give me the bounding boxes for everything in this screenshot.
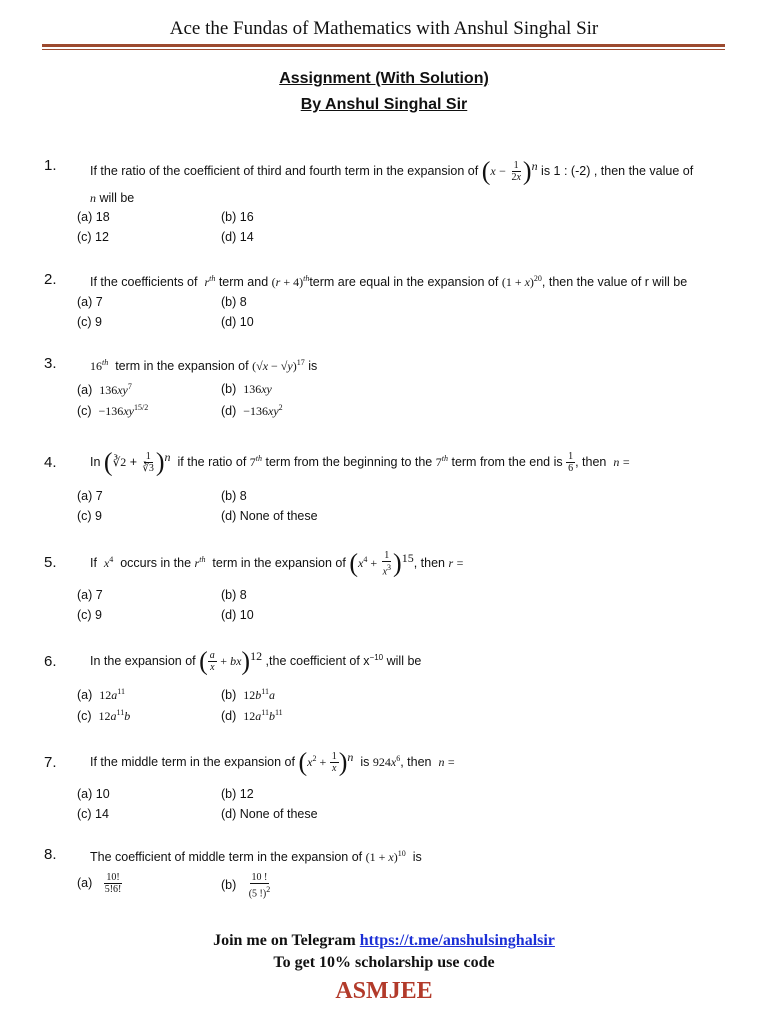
option-a: (a) 18 [77, 210, 110, 224]
option-a: (a) 7 [77, 588, 103, 602]
math-expression: ($x^2$ + $\frac{1}{x}$ )$^n$ [298, 747, 354, 777]
question-number: 1. [44, 157, 57, 174]
question-number: 2. [44, 271, 57, 288]
question-number: 3. [44, 355, 57, 372]
option-c: (c) 9 [77, 509, 102, 523]
option-a: (a) $12a^{11}$ [77, 687, 125, 702]
question-text-cont: n will be [90, 191, 135, 205]
option-a: (a) 7 [77, 489, 103, 503]
question-text: If $x^4$ occurs in the $r^{th}$ term in the expansion of ($x^4$ + $\frac{1}{x^3}$ )$^{15}$, then r = [90, 548, 464, 578]
assignment-title: Assignment (With Solution) [279, 70, 489, 87]
question-text: If the middle term in the expansion of ($x^2$ + $\frac{1}{x}$ )$^n$ is $924x^6$, then n = [90, 747, 455, 777]
header-rule-thin [42, 49, 725, 50]
option-b: (b) 136xy [221, 382, 272, 396]
option-c: (c) 9 [77, 608, 102, 622]
option-a: (a) $\frac{10!}{5!6!}$ [77, 872, 122, 895]
question-number: 8. [44, 846, 57, 863]
option-c: $(c) -136xy^{15/2}$ [77, 403, 149, 418]
scholarship-text: To get 10% scholarship use code [273, 954, 495, 971]
question-number: 5. [44, 554, 57, 571]
header-rule [42, 44, 725, 47]
option-d: (d) $12a^{11}b^{11}$ [221, 708, 283, 723]
option-a: (a) 7 [77, 295, 103, 309]
question-number: 4. [44, 454, 57, 471]
math-expression: ( $\frac{a}{x}$ + bx)$^{12}$ [199, 646, 263, 676]
option-c: (c) 14 [77, 807, 109, 821]
page-header: Ace the Fundas of Mathematics with Anshul Singhal Sir [169, 18, 599, 39]
option-a: (a) 10 [77, 787, 110, 801]
option-d: (d) None of these [221, 509, 318, 523]
math-expression: (∛2 + $\frac{1}{∛3}$ )$^n$ [103, 447, 171, 477]
question-text: If the ratio of the coefficient of third and fourth term in the expansion of (x − $\frac{1}{2x}$ )$^n$ is 1 : (-2) , then the value of [90, 156, 694, 186]
option-b: (b) 8 [221, 295, 247, 309]
option-d: (d) None of these [221, 807, 318, 821]
question-text: In the expansion of ( $\frac{a}{x}$ + bx)$^{12}$ ,the coefficient of $x^{-10}$ will be [90, 646, 422, 676]
question-text: 16th term in the expansion of $(√x - √y)^{17}$ is [90, 358, 318, 373]
option-c: (c) $12a^{11}b$ [77, 708, 131, 723]
question-number: 7. [44, 754, 57, 771]
question-text: If the coefficients of $r^{th}$ term and $(r + 4)^{th}term$ are equal in the expansion of $(1 + x)^{20}$, then the value of r will be [90, 274, 688, 289]
math-expression: (x − $\frac{1}{2x}$ )$^n$ [481, 156, 538, 186]
author-title: By Anshul Singhal Sir [300, 96, 468, 113]
question-text: In (∛2 + $\frac{1}{∛3}$ )$^n$ if the ratio of 7th term from the beginning to the 7th term from the end is $\frac{1}{6}$ , then n = [90, 447, 630, 477]
telegram-link[interactable]: https://t.me/anshulsinghalsir [359, 932, 555, 949]
option-b: (b) $12b^{11}a$ [221, 687, 275, 702]
option-d: (d) 10 [221, 315, 254, 329]
telegram-label: Join me on Telegram [213, 932, 356, 949]
option-b: (b) 16 [221, 210, 254, 224]
option-d: (d) 14 [221, 230, 254, 244]
option-b: (b) 12 [221, 787, 254, 801]
question-text: The coefficient of middle term in the expansion of $(1 + x)^{10}$ is [90, 849, 422, 864]
math-expression: ($x^4$ + $\frac{1}{x^3}$ )$^{15}$ [349, 548, 414, 578]
option-b: (b) $\frac{10 !}{(5 !)^2}$ [221, 872, 271, 900]
option-a: (a) $136xy^7$ [77, 382, 132, 397]
question-number: 6. [44, 653, 57, 670]
telegram-line [0, 932, 768, 950]
option-d: (d) 10 [221, 608, 254, 622]
option-b: (b) 8 [221, 489, 247, 503]
option-d: $(d) -136xy^2$ [221, 403, 283, 418]
option-b: (b) 8 [221, 588, 247, 602]
option-c: (c) 12 [77, 230, 109, 244]
option-c: (c) 9 [77, 315, 102, 329]
scholarship-code: ASMJEE [335, 978, 433, 1004]
